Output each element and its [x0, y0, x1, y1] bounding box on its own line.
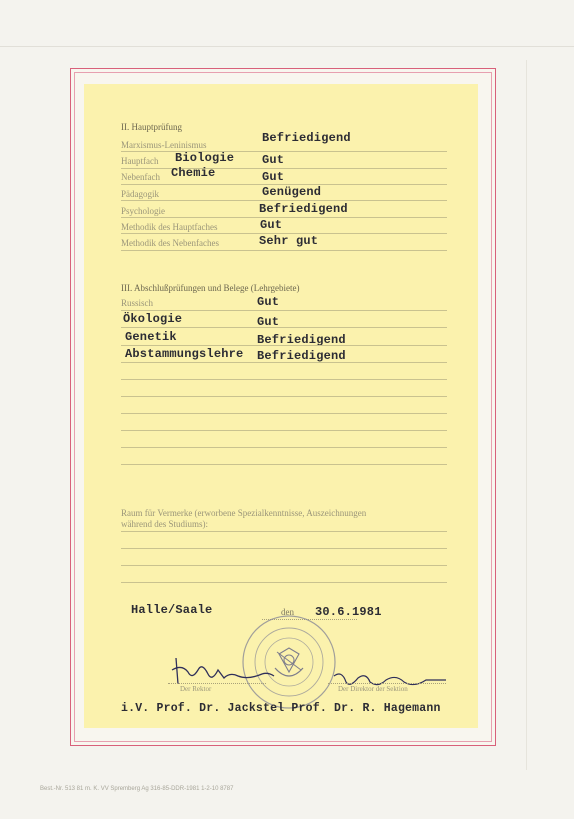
- row-label-methodik-hauptfach: Methodik des Hauptfaches: [121, 222, 218, 232]
- subject-oekologie: Ökologie: [123, 312, 183, 326]
- remarks-label-line1: Raum für Vermerke (erworbene Spezialkenntnisse, Auszeichnungen: [121, 508, 367, 518]
- form-line: [121, 396, 447, 397]
- row-label-methodik-nebenfach: Methodik des Nebenfaches: [121, 238, 219, 248]
- grade-paedagogik: Genügend: [262, 185, 322, 199]
- row-label-marxismus: Marxismus-Leninismus: [121, 140, 207, 150]
- grade-oekologie: Gut: [257, 315, 280, 329]
- form-line: [121, 531, 447, 532]
- subject-abstammungslehre: Abstammungslehre: [125, 347, 244, 361]
- grade-methodik-hauptfach: Gut: [260, 218, 283, 232]
- form-line: [121, 151, 447, 152]
- signature-line-right: [328, 683, 446, 684]
- grade-russisch: Gut: [257, 295, 280, 309]
- subject-nebenfach: Chemie: [171, 166, 216, 180]
- form-line: [121, 168, 447, 169]
- place: Halle/Saale: [131, 603, 213, 617]
- form-line: [121, 200, 447, 201]
- row-label-psychologie: Psychologie: [121, 206, 165, 216]
- director-role-label: Der Direktor der Sektion: [338, 685, 408, 693]
- signature-line-left: [168, 683, 266, 684]
- form-line: [121, 250, 447, 251]
- row-label-paedagogik: Pädagogik: [121, 189, 159, 199]
- grade-nebenfach: Gut: [262, 170, 285, 184]
- form-line: [121, 582, 447, 583]
- grade-methodik-nebenfach: Sehr gut: [259, 234, 319, 248]
- form-line: [121, 430, 447, 431]
- form-line: [121, 327, 447, 328]
- form-line: [121, 362, 447, 363]
- page-fold-line: [0, 46, 574, 47]
- form-line: [121, 447, 447, 448]
- form-line: [121, 217, 447, 218]
- rector-role-label: Der Rektor: [180, 685, 212, 693]
- form-line: [121, 310, 447, 311]
- grade-hauptfach: Gut: [262, 153, 285, 167]
- section-heading-abschluss: III. Abschlußprüfungen und Belege (Lehrgebiete): [121, 283, 300, 293]
- subject-hauptfach: Biologie: [175, 151, 235, 165]
- form-line: [121, 413, 447, 414]
- typed-signatories: i.V. Prof. Dr. Jackstel Prof. Dr. R. Hagemann: [121, 702, 441, 715]
- print-footer: Best.-Nr. 513 81 m. K. VV Spremberg Ag 316-85-DDR-1981 1-2-10 8787: [40, 786, 234, 792]
- page-fold-line-vertical: [526, 60, 527, 770]
- grade-psychologie: Befriedigend: [259, 202, 348, 216]
- form-line: [121, 464, 447, 465]
- form-line: [121, 379, 447, 380]
- subject-russisch: Russisch: [121, 298, 154, 308]
- date-label: den: [281, 607, 294, 617]
- row-label-nebenfach: Nebenfach: [121, 172, 160, 182]
- grade-abstammungslehre: Befriedigend: [257, 349, 346, 363]
- form-line: [121, 548, 447, 549]
- section-heading-hauptpruefung: II. Hauptprüfung: [121, 122, 182, 132]
- grade-genetik: Befriedigend: [257, 333, 346, 347]
- form-line: [121, 345, 447, 346]
- subject-genetik: Genetik: [125, 330, 177, 344]
- form-line: [121, 565, 447, 566]
- remarks-label-line2: während des Studiums):: [121, 519, 208, 529]
- date: 30.6.1981: [315, 605, 382, 619]
- row-label-hauptfach: Hauptfach: [121, 156, 159, 166]
- grade-marxismus: Befriedigend: [262, 131, 351, 145]
